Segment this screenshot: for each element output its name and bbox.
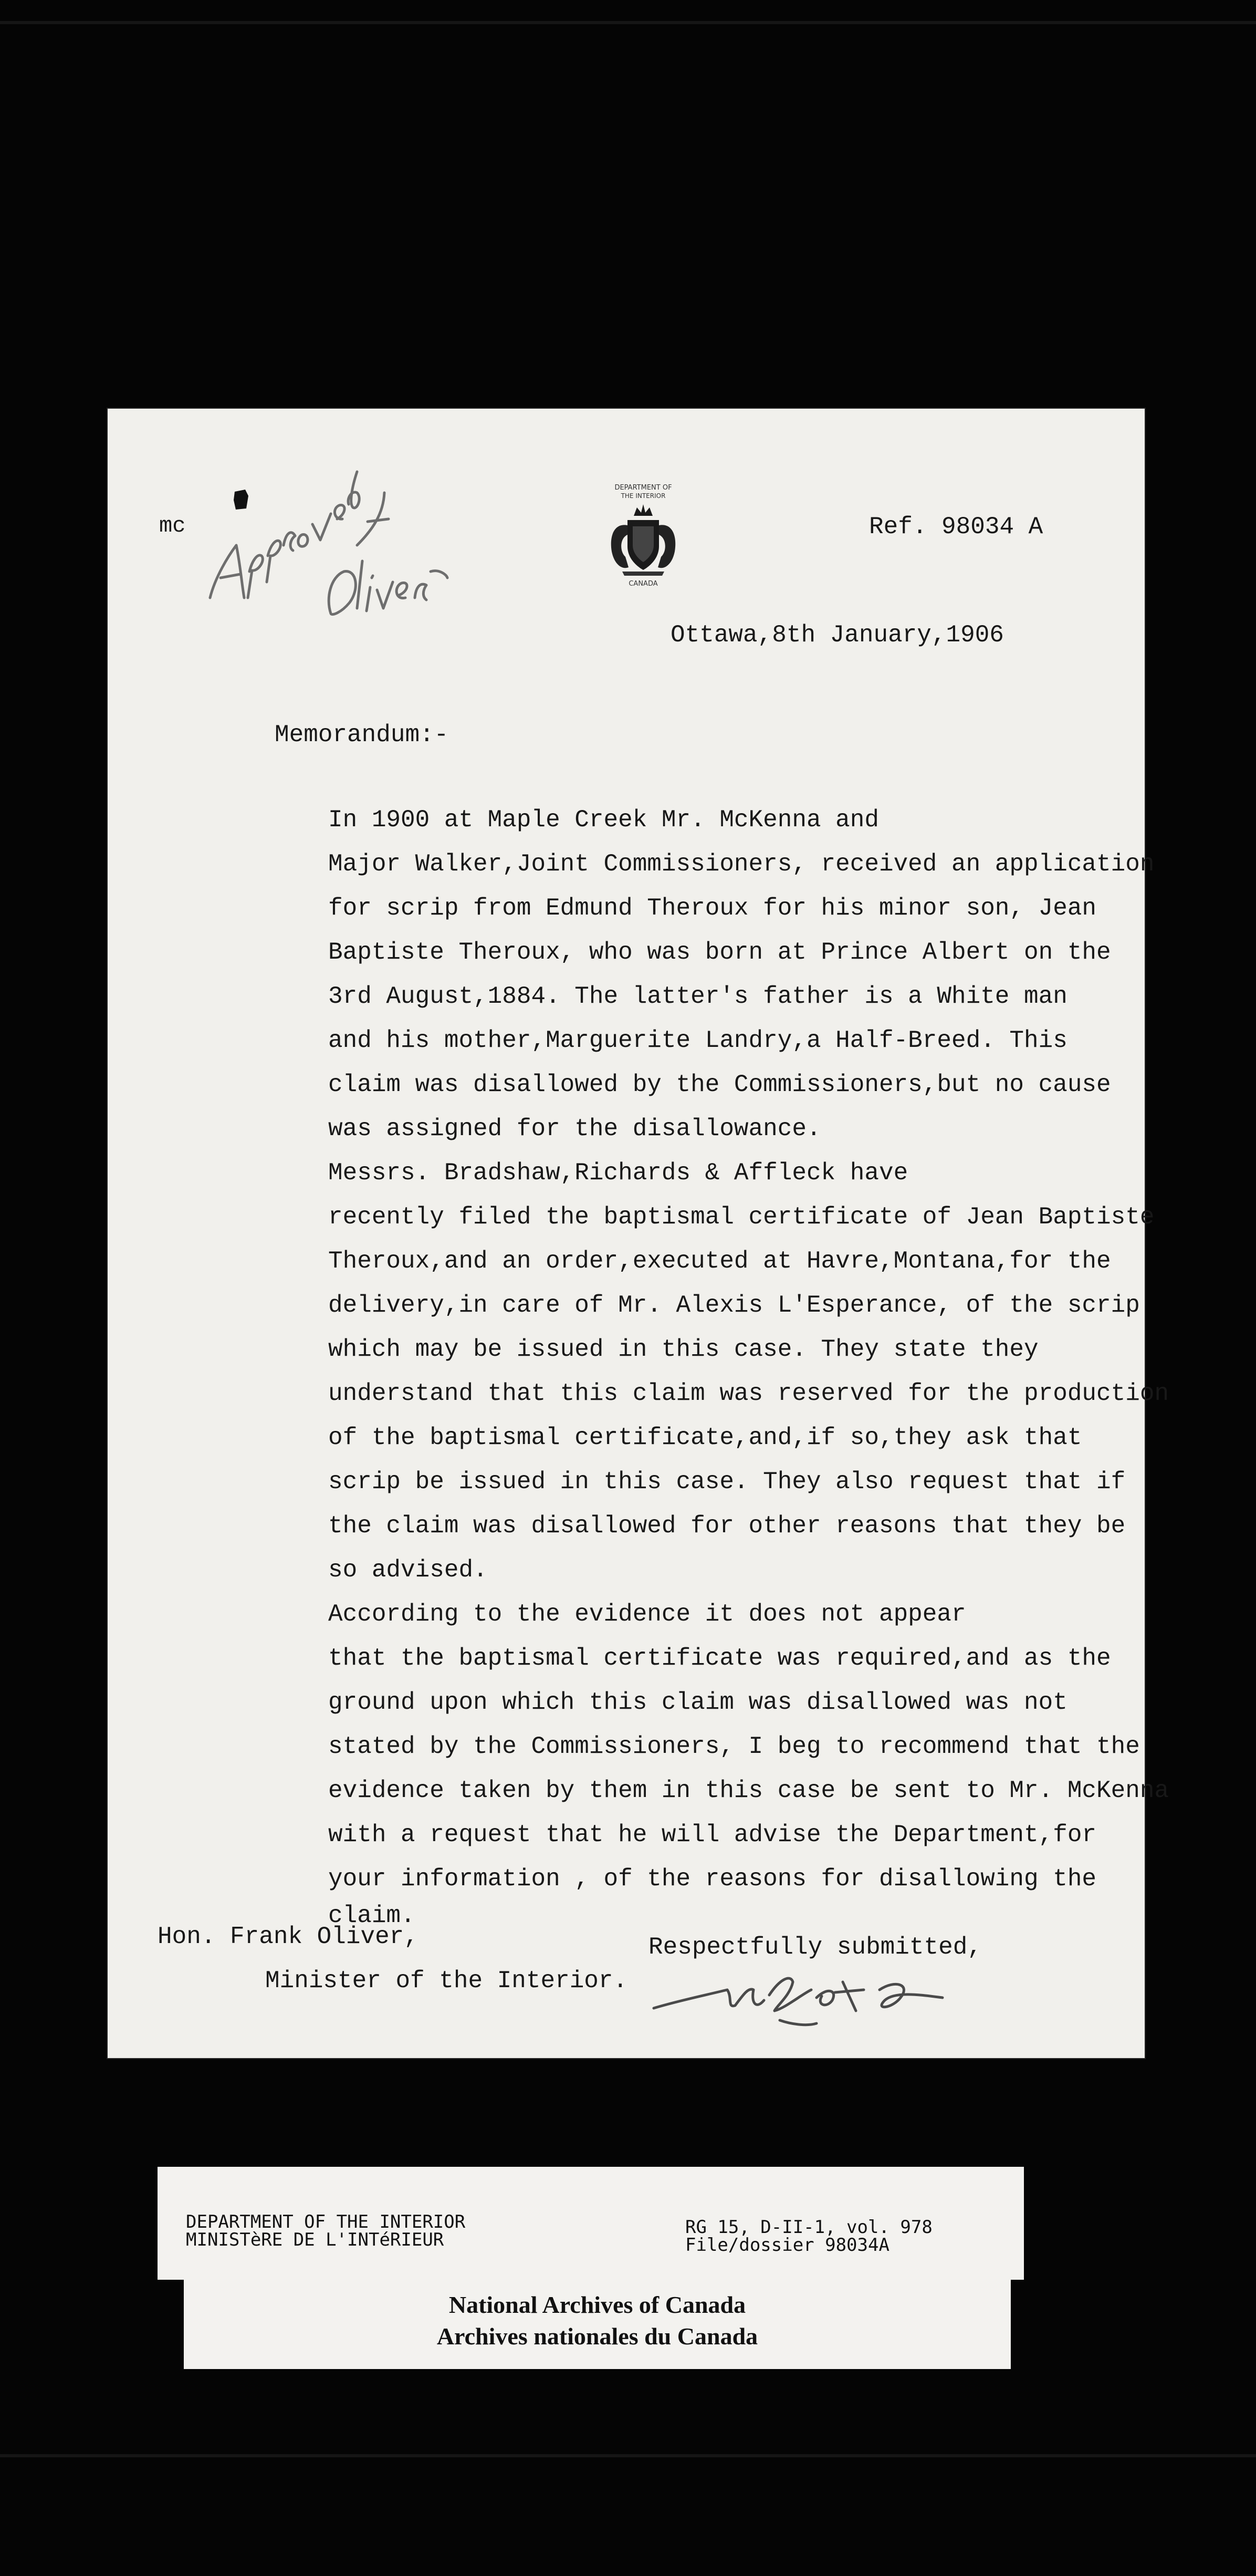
- body-line: for scrip from Edmund Theroux for his minor son, Jean: [328, 895, 1097, 922]
- body-line: Baptiste Theroux, who was born at Prince Albert on the: [328, 939, 1111, 966]
- body-line: scrip be issued in this case. They also request that if: [328, 1468, 1126, 1495]
- body-line: evidence taken by them in this case be sent to Mr. McKenna: [328, 1777, 1169, 1804]
- memo-heading: Memorandum:-: [275, 721, 449, 749]
- body-line: your information , of the reasons for disallowing the: [328, 1865, 1097, 1893]
- body-line: was assigned for the disallowance.: [328, 1115, 821, 1142]
- body-line: 3rd August,1884. The latter's father is a White man: [328, 983, 1067, 1010]
- body-line: claim.: [328, 1902, 415, 1929]
- archives-name-french: Archives nationales du Canada: [436, 2323, 758, 2350]
- file-reference: File/dossier 98034A: [685, 2235, 889, 2256]
- archive-reference-label: [158, 2167, 1024, 2280]
- body-line: which may be issued in this case. They state they: [328, 1336, 1039, 1363]
- date-line: Ottawa,8th January,1906: [671, 621, 1004, 649]
- svg-text:DEPARTMENT OF: DEPARTMENT OF: [614, 484, 672, 492]
- body-line: Major Walker,Joint Commissioners, received an application: [328, 850, 1155, 878]
- archives-name-english: National Archives of Canada: [448, 2291, 746, 2318]
- addressee-title: Minister of the Interior.: [265, 1967, 628, 1995]
- body-line: In 1900 at Maple Creek Mr. McKenna and: [328, 806, 879, 834]
- initials: mc: [159, 513, 186, 538]
- body-line: Messrs. Bradshaw,Richards & Affleck have: [328, 1159, 908, 1187]
- department-crest-icon: [591, 478, 696, 588]
- body-line: recently filed the baptismal certificate of Jean Baptiste: [328, 1203, 1155, 1231]
- body-line: claim was disallowed by the Commissioners,but no cause: [328, 1071, 1111, 1098]
- body-line: so advised.: [328, 1556, 488, 1584]
- body-line: that the baptismal certificate was required,and as the: [328, 1645, 1111, 1672]
- department-name-english: DEPARTMENT OF THE INTERIOR: [186, 2211, 466, 2232]
- signature-handwritten: [648, 1958, 1027, 2037]
- approved-handwritten-mark: [200, 440, 452, 629]
- body-line: stated by the Commissioners, I beg to recommend that the: [328, 1733, 1140, 1760]
- memorandum-page: [108, 409, 1169, 2058]
- body-line: understand that this claim was reserved for the production: [328, 1380, 1169, 1407]
- archives-banner: [184, 2277, 1011, 2369]
- svg-text:THE INTERIOR: THE INTERIOR: [621, 492, 666, 500]
- body-line: with a request that he will advise the Department,for: [328, 1821, 1097, 1848]
- record-group-reference: RG 15, D-II-1, vol. 978: [685, 2217, 933, 2238]
- body-line: According to the evidence it does not appear: [328, 1601, 966, 1628]
- body-line: the claim was disallowed for other reasons that they be: [328, 1512, 1126, 1540]
- reference-number: Ref. 98034 A: [869, 513, 1043, 541]
- body-line: Theroux,and an order,executed at Havre,Montana,for the: [328, 1248, 1111, 1275]
- svg-text:CANADA: CANADA: [629, 580, 658, 588]
- department-name-french: MINISTèRE DE L'INTéRIEUR: [186, 2229, 444, 2250]
- body-line: delivery,in care of Mr. Alexis L'Esperance, of the scrip: [328, 1292, 1140, 1319]
- closing-line: Respectfully submitted,: [648, 1934, 982, 1961]
- body-line: ground upon which this claim was disallowed was not: [328, 1689, 1067, 1716]
- body-line: of the baptismal certificate,and,if so,they ask that: [328, 1424, 1082, 1451]
- body-line: and his mother,Marguerite Landry,a Half-Breed. This: [328, 1027, 1067, 1054]
- addressee-name: Hon. Frank Oliver,: [158, 1923, 418, 1950]
